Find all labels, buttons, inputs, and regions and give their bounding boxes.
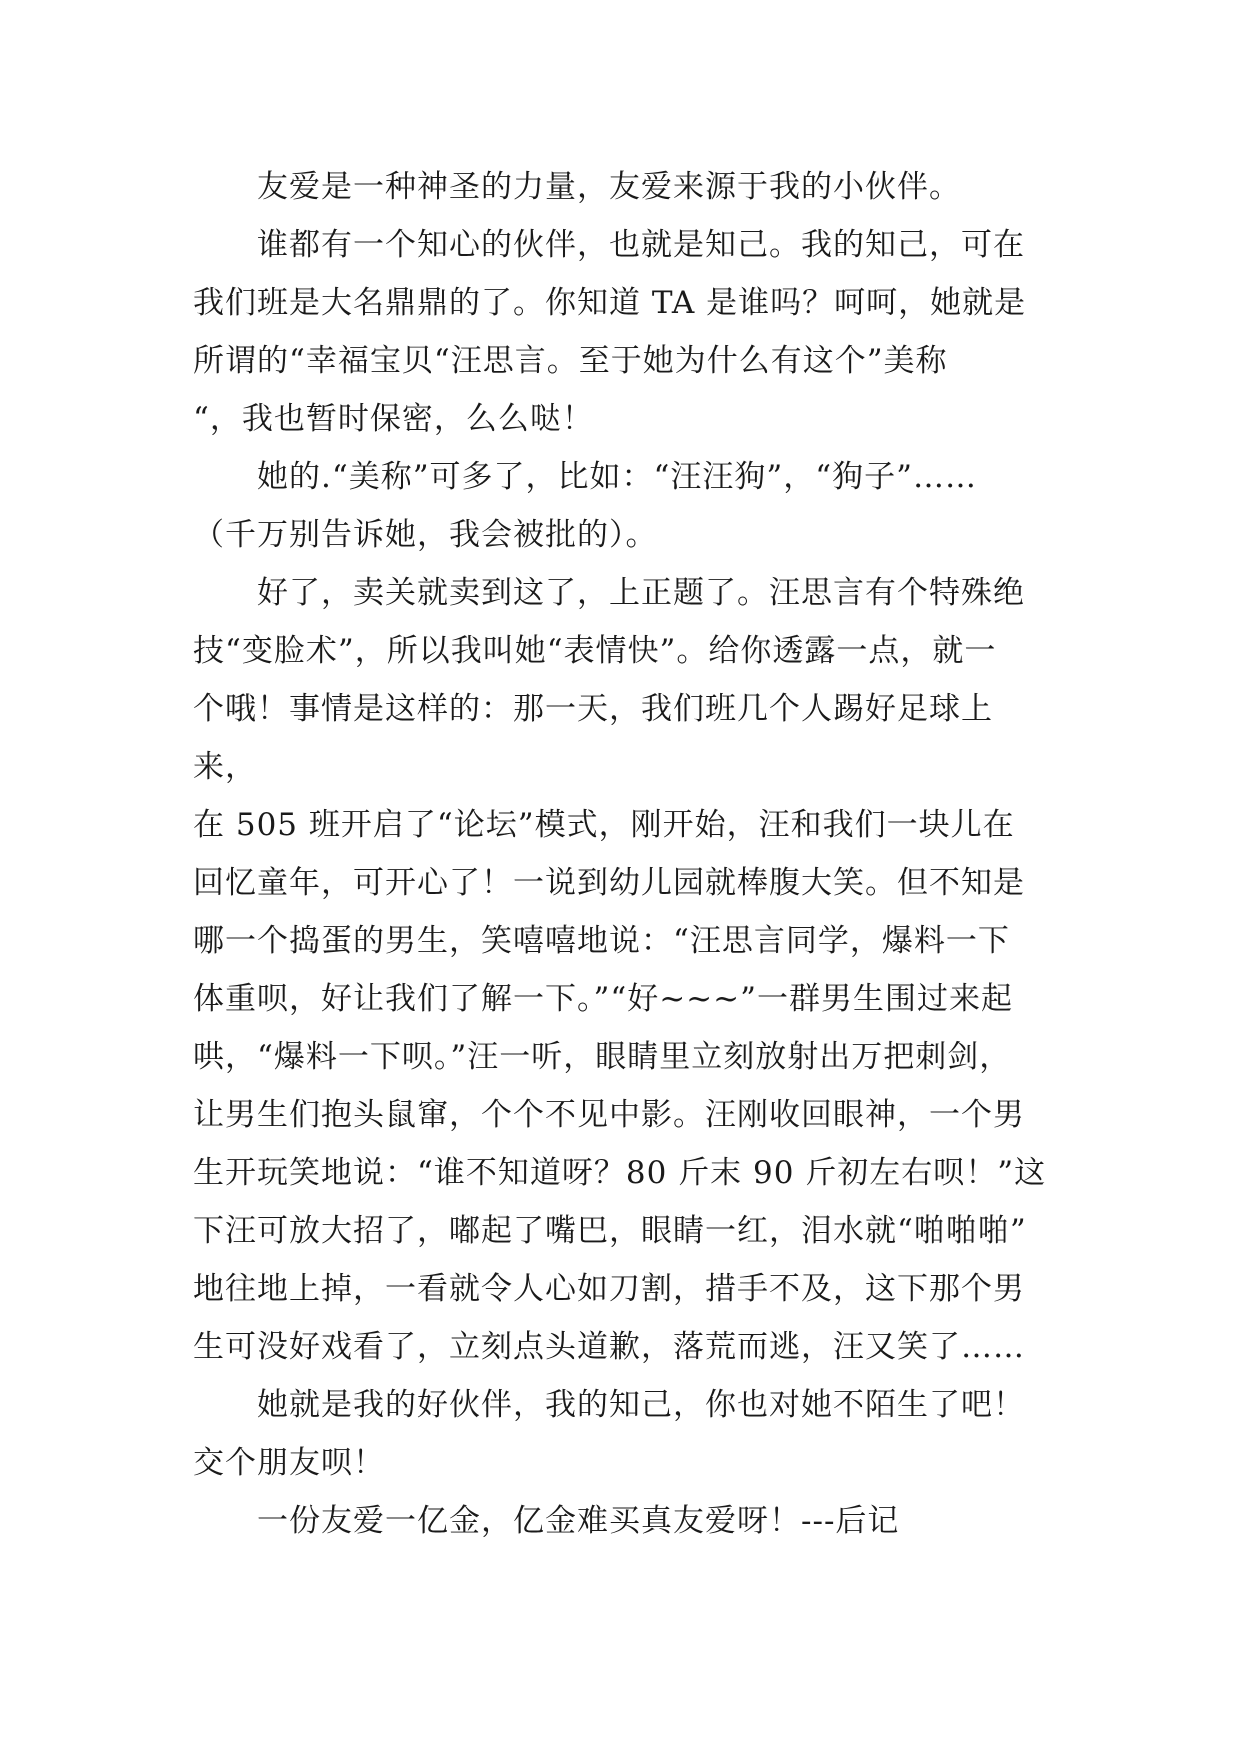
- paragraph-5: 她就是我的好伙伴，我的知己，你也对她不陌生了吧！ 交个朋友呗！: [193, 1387, 1025, 1481]
- document-page: [193, 158, 1055, 1550]
- paragraph-4: 好了，卖关就卖到这了，上正题了。汪思言有个特殊绝 技“变脸术”，所以我叫她“表情快”。给你透露一点，就一 个哦！事情是这样的：那一天，我们班几个人踢好足球上来， 在 505 班开启了“论坛”模式，刚开始，汪和我们一块儿在 回忆童年，可开心了！一说到幼儿园就棒腹大笑。但不知是 哪一个捣蛋的男生，笑嘻嘻地说：“汪思言同学，爆料一下 体重呗，好让我们了解一下。”“好~~~”一群男生围过来起 哄，“爆料一下呗。”汪一听，眼睛里立刻放射出万把刺剑， 让男生们抱头鼠窜，个个不见中影。汪刚收回眼神，一个男 生开玩笑地说：“谁不知道呀？80 斤末 90 斤初左右呗！”这 下汪可放大招了，嘟起了嘴巴，眼睛一红，泪水就“啪啪啪” 地往地上掉，一看就令人心如刀割，措手不及，这下那个男 生可没好戏看了，立刻点头道歉，落荒而逃，汪又笑了……: [193, 575, 1047, 1365]
- paragraph-2: 谁都有一个知心的伙伴，也就是知己。我的知己，可在 我们班是大名鼎鼎的了。你知道 TA 是谁吗？呵呵，她就是 所谓的“幸福宝贝“汪思言。至于她为什么有这个”美称 “，我也暂时保密，么么哒！: [193, 227, 1027, 437]
- paragraph-3: 她的.“美称”可多了，比如：“汪汪狗”，“狗子”…… （千万别告诉她，我会被批的）。: [193, 459, 977, 553]
- paragraph-6: 一份友爱一亿金，亿金难买真友爱呀！---后记: [257, 1503, 900, 1539]
- paragraph-1: 友爱是一种神圣的力量，友爱来源于我的小伙伴。: [257, 169, 961, 205]
